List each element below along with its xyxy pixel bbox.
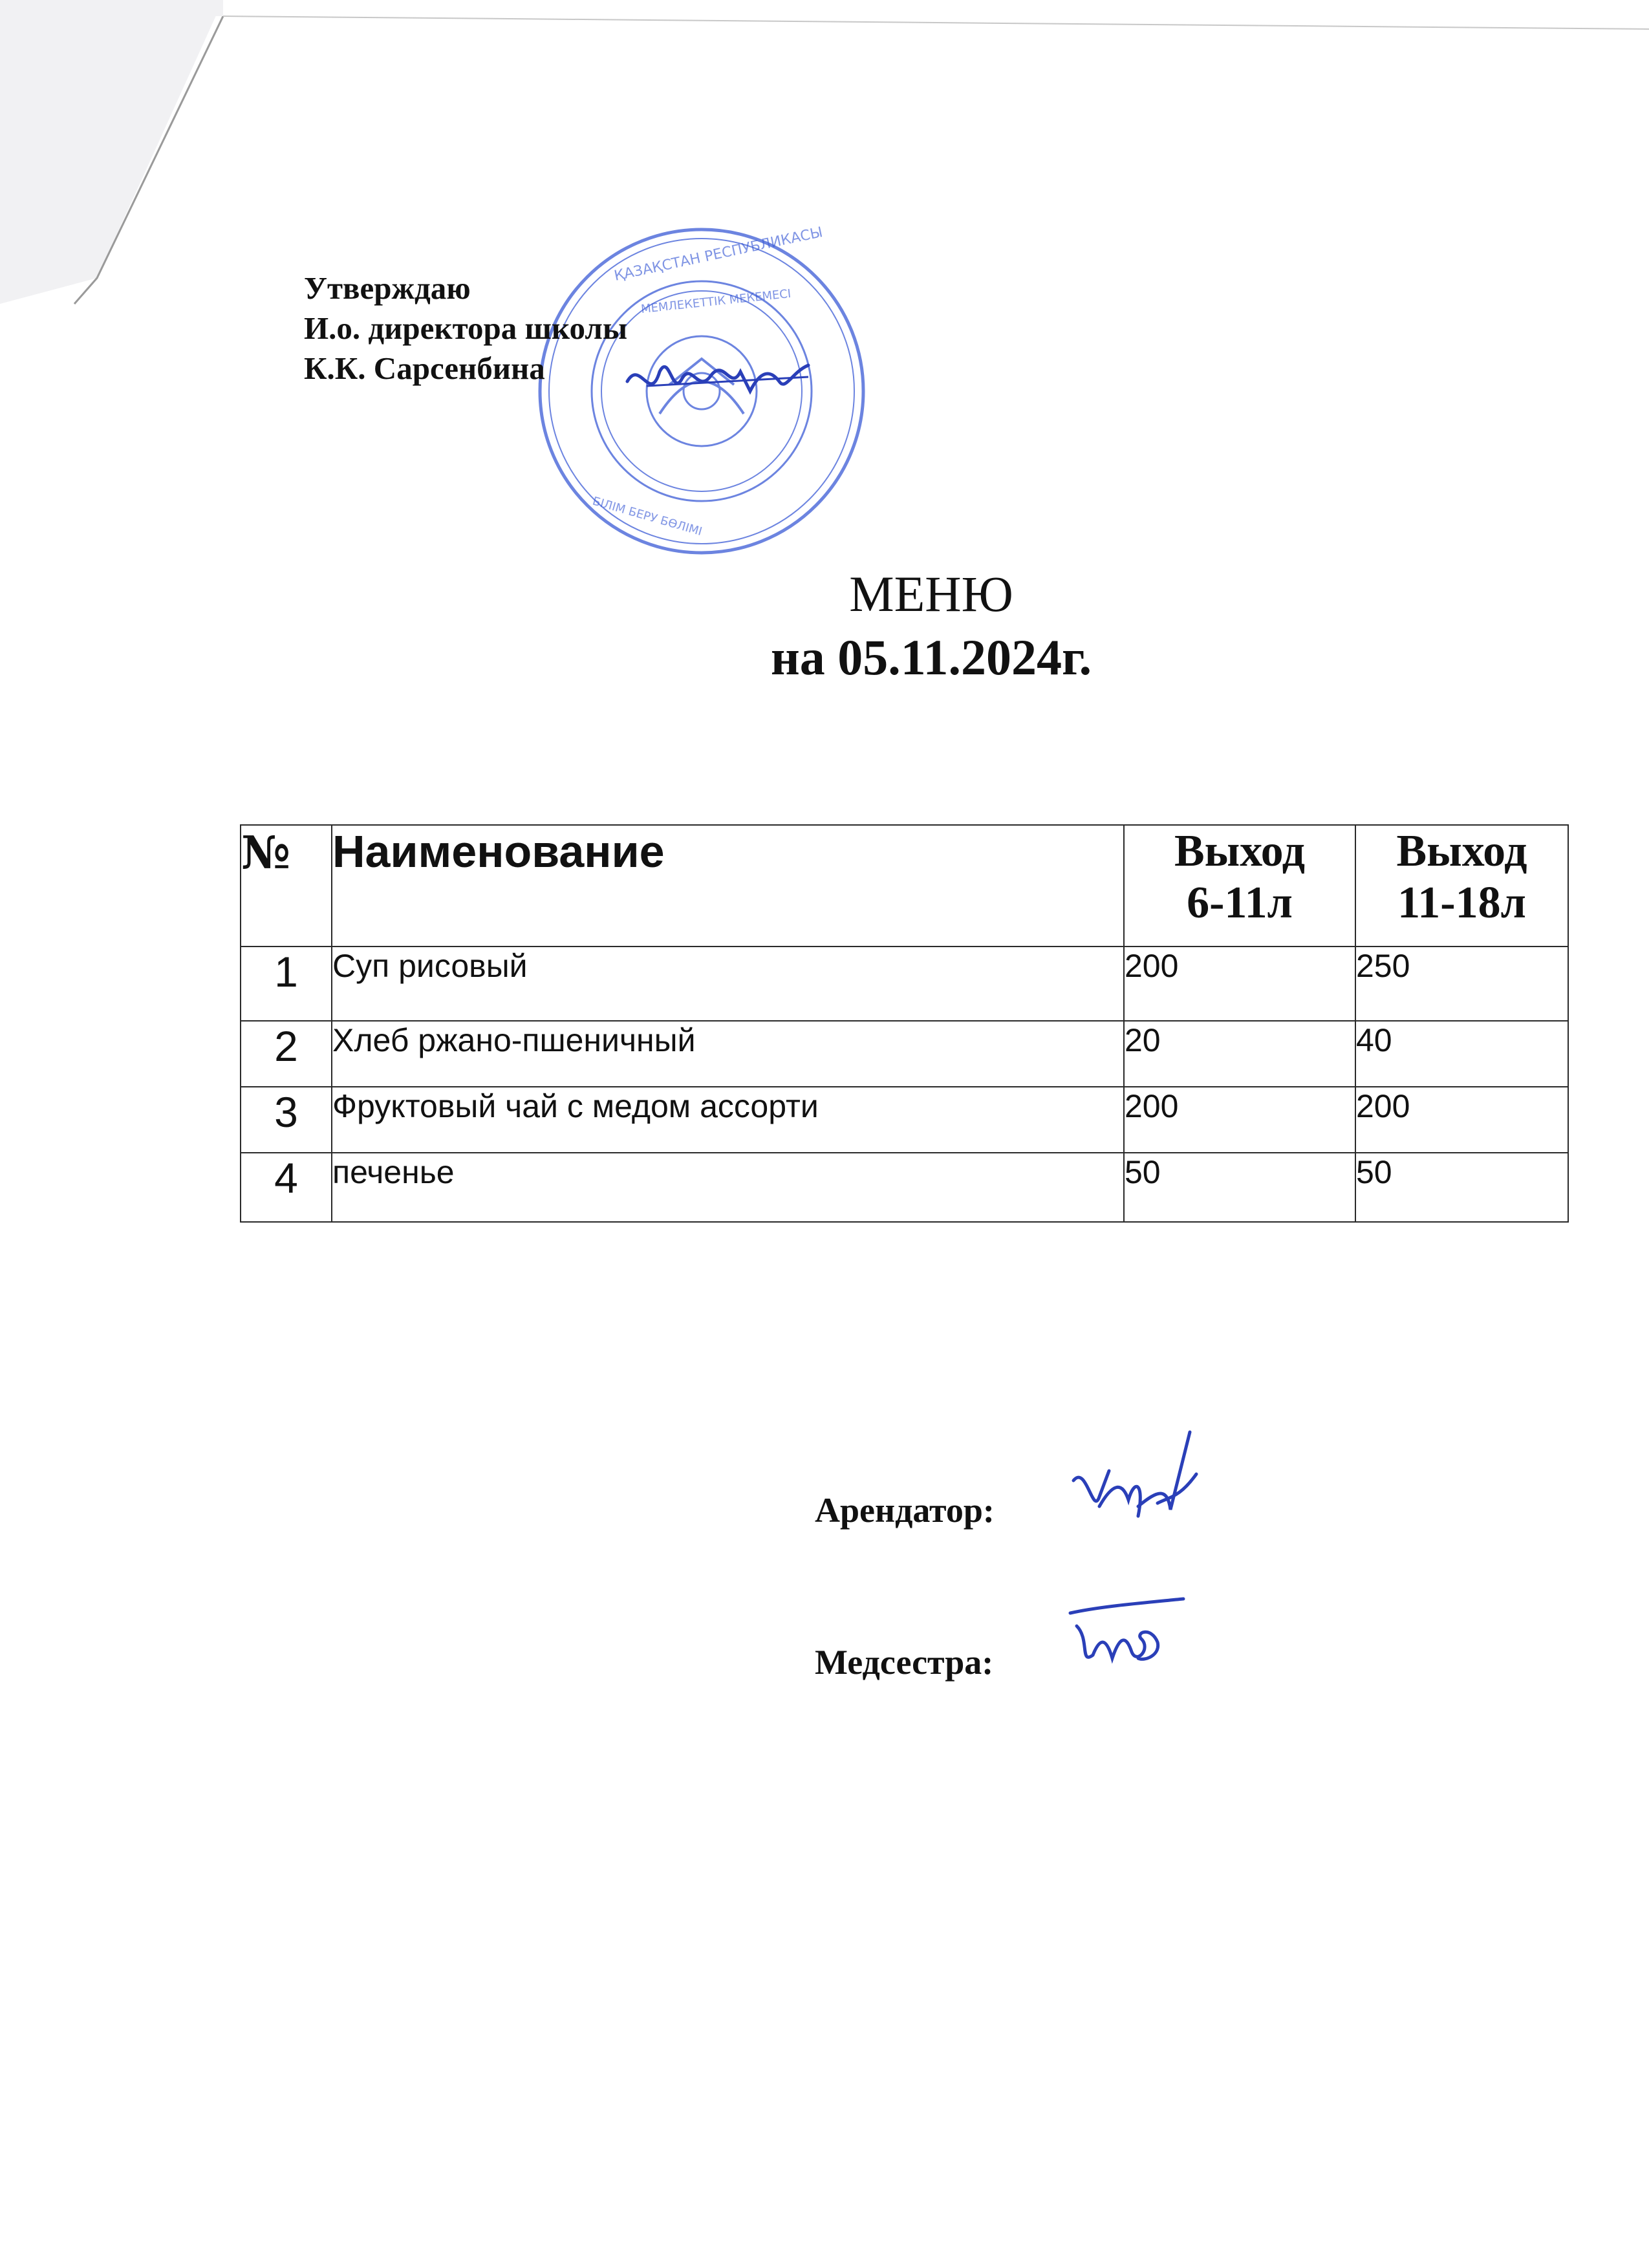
row-dish-name: Хлеб ржано-пшеничный bbox=[332, 1021, 1124, 1087]
row-output-6-11: 50 bbox=[1124, 1153, 1355, 1222]
approval-name: К.К. Сарсенбина bbox=[304, 350, 545, 386]
row-output-11-18: 50 bbox=[1355, 1153, 1568, 1222]
approval-title: Утверждаю bbox=[304, 270, 471, 306]
header-output-6-11-line2: 6-11л bbox=[1187, 878, 1293, 928]
tenant-signature bbox=[1061, 1419, 1209, 1548]
title-date: на 05.11.2024г. bbox=[770, 629, 1092, 685]
nurse-label: Медсестра: bbox=[815, 1643, 994, 1682]
document-title bbox=[0, 562, 1649, 689]
header-output-11-18-line2: 11-18л bbox=[1397, 878, 1526, 928]
row-output-11-18: 40 bbox=[1355, 1021, 1568, 1087]
svg-text:ҚАЗАҚСТАН РЕСПУБЛИКАСЫ: ҚАЗАҚСТАН РЕСПУБЛИКАСЫ bbox=[612, 224, 824, 284]
menu-table bbox=[240, 824, 1569, 1223]
header-output-11-18 bbox=[1355, 825, 1568, 947]
nurse-signature bbox=[1061, 1587, 1190, 1681]
header-number: № bbox=[241, 825, 332, 947]
row-output-6-11: 200 bbox=[1124, 947, 1355, 1021]
table-row bbox=[241, 1087, 1568, 1153]
table-row bbox=[241, 1021, 1568, 1087]
approval-block bbox=[304, 268, 627, 389]
row-output-11-18: 250 bbox=[1355, 947, 1568, 1021]
row-output-11-18: 200 bbox=[1355, 1087, 1568, 1153]
header-output-6-11 bbox=[1124, 825, 1355, 947]
table-row bbox=[241, 947, 1568, 1021]
title-menu: МЕНЮ bbox=[849, 566, 1013, 622]
row-number: 3 bbox=[241, 1087, 332, 1153]
director-signature bbox=[621, 346, 815, 417]
header-output-6-11-line1: Выход bbox=[1174, 826, 1306, 876]
row-output-6-11: 200 bbox=[1124, 1087, 1355, 1153]
row-output-6-11: 20 bbox=[1124, 1021, 1355, 1087]
approval-position: И.о. директора школы bbox=[304, 310, 628, 346]
row-number: 4 bbox=[241, 1153, 332, 1222]
tenant-label: Арендатор: bbox=[815, 1491, 995, 1530]
header-name: Наименование bbox=[332, 825, 1124, 947]
row-dish-name: Суп рисовый bbox=[332, 947, 1124, 1021]
svg-text:БІЛІМ БЕРУ БӨЛІМІ: БІЛІМ БЕРУ БӨЛІМІ bbox=[590, 494, 704, 539]
svg-text:МЕМЛЕКЕТТІК МЕКЕМЕСІ: МЕМЛЕКЕТТІК МЕКЕМЕСІ bbox=[640, 286, 792, 317]
table-row bbox=[241, 1153, 1568, 1222]
row-dish-name: Фруктовый чай с медом ассорти bbox=[332, 1087, 1124, 1153]
row-number: 1 bbox=[241, 947, 332, 1021]
table-header-row bbox=[241, 825, 1568, 947]
header-output-11-18-line1: Выход bbox=[1396, 826, 1527, 876]
row-dish-name: печенье bbox=[332, 1153, 1124, 1222]
row-number: 2 bbox=[241, 1021, 332, 1087]
